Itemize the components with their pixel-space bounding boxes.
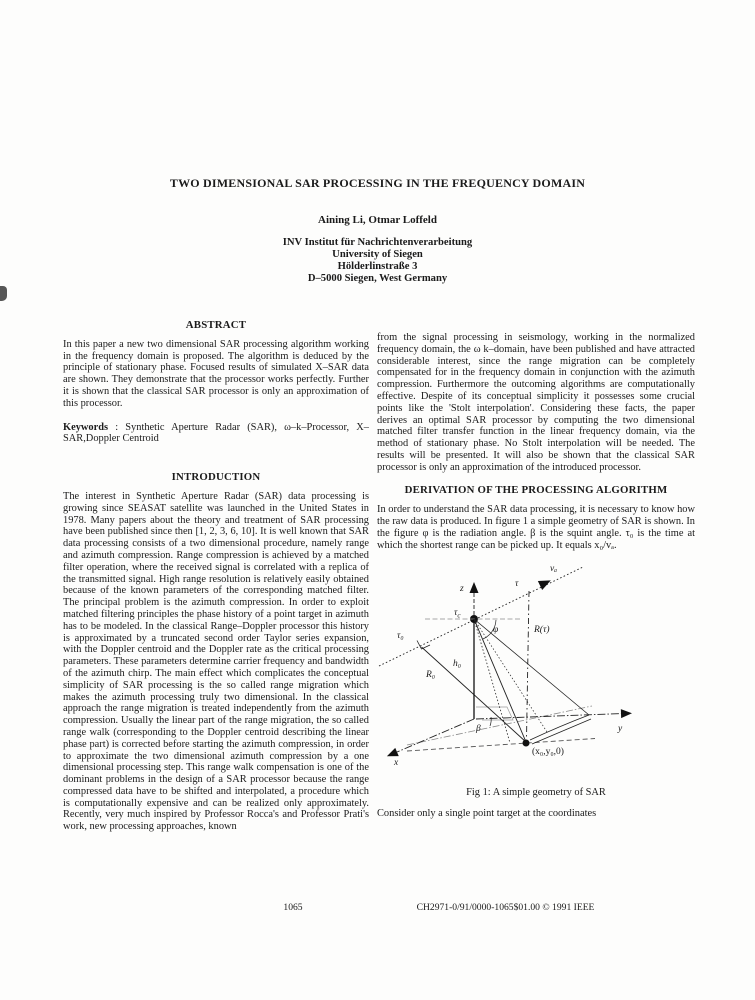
sar-geometry-figure: [377, 562, 691, 772]
derivation-heading: DERIVATION OF THE PROCESSING ALGORITHM: [404, 483, 668, 496]
label-z: z: [460, 583, 464, 594]
label-beta: β: [476, 723, 481, 734]
label-R-tau: R(τ): [534, 624, 550, 635]
label-y: y: [618, 723, 623, 734]
affiliation-line: INV Institut für Nachrichtenverarbeitung: [282, 237, 473, 248]
keywords-label: Keywords: [63, 421, 109, 433]
keywords-text: : Synthetic Aperture Radar (SAR), ω–k–Processor, X–SAR,Doppler Centroid: [63, 421, 369, 445]
z-axis-arrow: [470, 582, 479, 593]
affiliation-block: [0, 237, 755, 285]
after-figure-text: Consider only a single point target at the coordinates: [377, 808, 597, 820]
left-column: [63, 320, 369, 833]
affiliation-line: Hölderlinstraße 3: [337, 261, 418, 272]
figure-caption: Fig 1: A simple geometry of SAR: [466, 787, 606, 799]
label-va: vₐ: [550, 563, 557, 574]
ground-track-line: [407, 706, 592, 745]
introduction-continued-text: from the signal processing in seismology, working in the normalized frequency domain, the ω k–domain, have been published and have attracted considerable interest, since the range migration can be completely compensated for in the frequency domain in conjunction with the azimuth compression. Furthermore the outcoming algorithms are computationally effective. Despite of its conceptual simplicity it possesses some crucial points like the 'Stolt interpolation'. Considering these facts, the paper derives an optimal SAR processor by computing the two dimensional matched filter transfer function in the linear frequency domain, via the method of stationary phase. No Stolt interpolation will be needed. The results will be presented. It will also be shown that the classical SAR processor is only an approximation of the introduced processor.: [377, 332, 695, 473]
page-number: 1065: [283, 902, 303, 913]
label-tauc: $\tau_c$: [454, 607, 461, 620]
label-tau: τ: [515, 578, 519, 589]
label-h0: h₀: [453, 658, 462, 669]
x-axis: [397, 719, 474, 752]
right-column: [377, 332, 695, 820]
keywords-line: [63, 422, 369, 446]
introduction-heading: INTRODUCTION: [171, 471, 261, 484]
flight-path-line: [379, 567, 583, 666]
paper-title: TWO DIMENSIONAL SAR PROCESSING IN THE FREQUENCY DOMAIN: [169, 176, 586, 190]
figure-1: [377, 562, 695, 800]
affiliation-line: D–5000 Siegen, West Germany: [307, 273, 448, 284]
label-x: x: [394, 757, 399, 768]
label-R0: R₀: [426, 669, 436, 680]
target-point: [523, 739, 530, 746]
y-axis-arrow: [621, 708, 632, 717]
label-target: (x₀,y₀,0): [532, 746, 564, 757]
slant-range-line: [474, 619, 526, 742]
introduction-text: The interest in Synthetic Aperture Radar (SAR) data processing is growing since SEASAT satellite was launched in the United States in 1978. Many papers about the theory and treatment of SAR processing have been published since then [1, 2, 3, 6, 10]. It is well known that SAR data processing consists of a two dimensional procedure, namely range and azimuth compression. Range compression is achieved by a matched filter operation, where the received signal is correlated with a replica of the transmitted signal. High range resolution is relatively easily obtained because of the known parameters of the corresponding matched filter. The principal problem is the azimuth compression. In order to exploit matched filtering principles the phase history of a point target in azimuth has to be modeled. In the classical Range–Doppler processor this history is approximated by a truncated second order Taylor series expansion, with the Doppler centroid and the Doppler rate as the critical processing parameters. These parameters determine carrier frequency and bandwidth of the azimuth chirp. The main effect which complicates the conceptual simplicity of SAR processing is the so called range migration which makes the azimuth processing truly two dimensional. In the classical approach the range migration is treated independently from the azimuth compression. Usually the linear part of the range migration, the so called range walk (corresponding to the Doppler centroid describing the linear phase part) is corrected before starting the azimuth compression, in order to approximate the two dimensional azimuth compression by a one dimensional processing step. This range walk compensation is one of the dominant problems in the design of a SAR processor because the range compressed data have to be shifted and interpolated, a procedure which is computationally expensive and can be realized only approximately. Recently, very much inspired by Professor Rocca's and Professor Prati's work, new processing approaches, known: [63, 490, 369, 833]
abstract-heading: ABSTRACT: [185, 319, 247, 331]
affiliation-line: University of Siegen: [332, 249, 423, 260]
ground-dashed-line: [407, 738, 595, 751]
derivation-text: In order to understand the SAR data processing, it is necessary to know how the raw data is produced. In figure 1 a simple geometry of SAR is shown. In the figure φ is the radiation angle. β is the squint angle. τ₀ is the time at which the shortest range can be picked up. It equals x₀/vₐ.: [377, 504, 695, 551]
copyright-notice: CH2971-0/91/0000-1065$01.00 © 1991 IEEE: [416, 902, 595, 913]
authors: Aining Li, Otmar Loffeld: [318, 214, 437, 226]
label-tau0: τ₀: [397, 630, 404, 641]
abstract-text: In this paper a new two dimensional SAR processing algorithm working in the frequency domain is proposed. The algorithm is deduced by the principle of stationary phase. Focused results of simulated X–SAR data are shown. They demonstrate that the processor works perfectly. Further it is shown that the classical SAR processor is only an approximation of this processor.: [63, 338, 369, 409]
scan-artifact: [0, 286, 7, 301]
label-phi: φ: [493, 624, 499, 635]
footprint-arc-outer: [530, 715, 589, 740]
beam-right-edge: [474, 619, 589, 715]
